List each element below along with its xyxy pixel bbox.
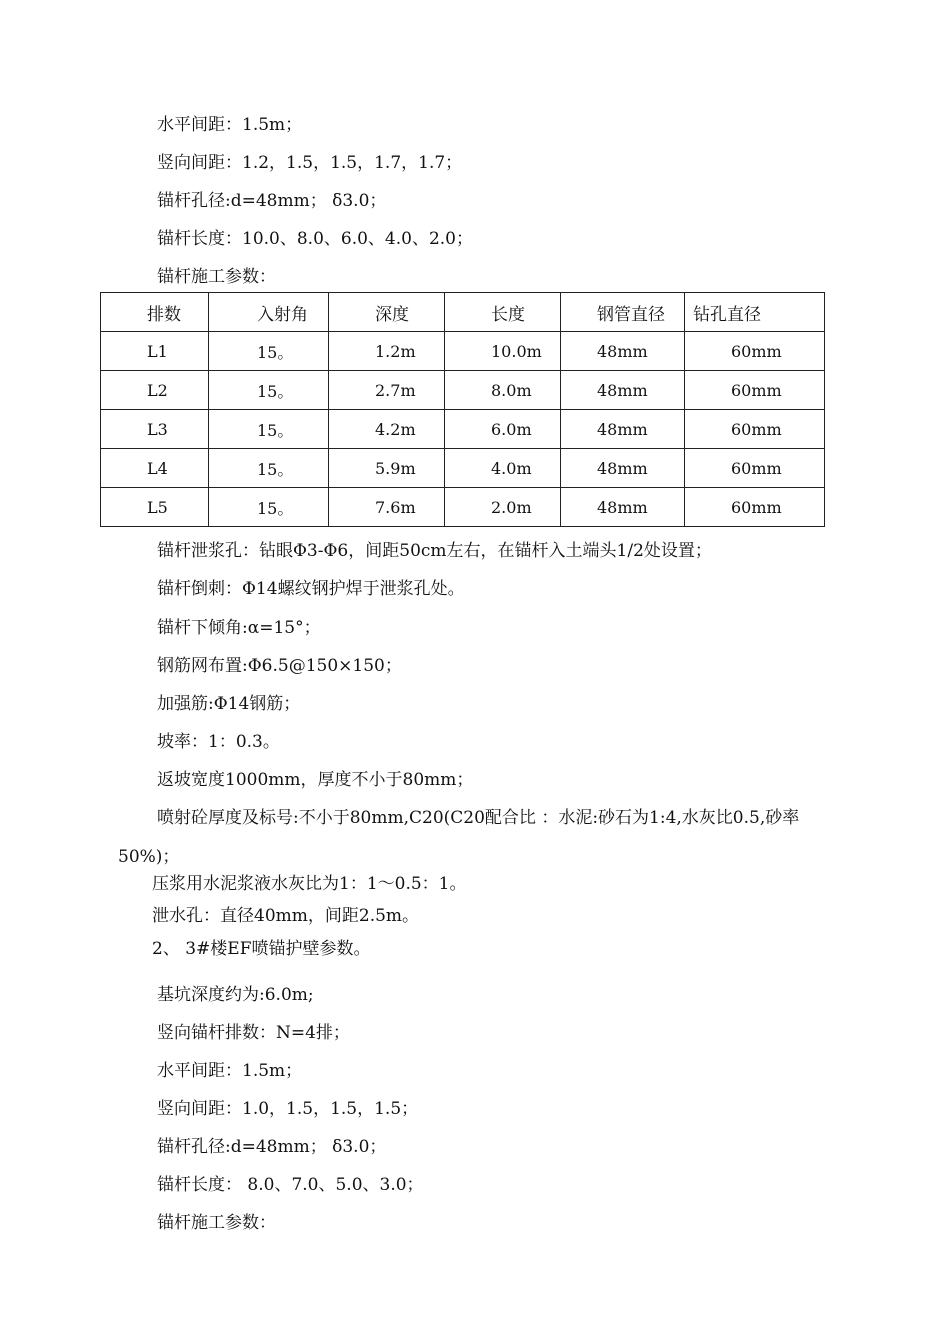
table-cell: 1.2m xyxy=(329,332,445,371)
text-grout-ratio: 压浆用水泥浆液水灰比为1：1～0.5：1。 xyxy=(152,874,467,894)
table-cell: 48mm xyxy=(561,371,685,410)
text-anchor-hole-diameter: 锚杆孔径:d=48mm； δ3.0； xyxy=(157,1137,387,1157)
table-cell: 6.0m xyxy=(445,410,561,449)
text-mesh-layout: 钢筋网布置:Φ6.5@150×150； xyxy=(157,656,402,676)
text-anchor-barb: 锚杆倒刺：Φ14螺纹钢护焊于泄浆孔处。 xyxy=(157,579,465,599)
table-cell: 2.7m xyxy=(329,371,445,410)
table-cell: 15。 xyxy=(209,410,329,449)
table-header-cell: 钻孔直径 xyxy=(685,293,825,332)
table-cell: 15。 xyxy=(209,449,329,488)
text-vertical-spacing: 竖向间距：1.0，1.5，1.5，1.5； xyxy=(157,1099,419,1119)
table-cell: 48mm xyxy=(561,332,685,371)
table-cell: 2.0m xyxy=(445,488,561,527)
table-cell: 60mm xyxy=(685,410,825,449)
text-return-slope: 返坡宽度1000mm，厚度不小于80mm； xyxy=(157,770,474,790)
text-drain-hole: 泄水孔：直径40mm，间距2.5m。 xyxy=(152,906,420,926)
table-cell: L3 xyxy=(101,410,209,449)
text-anchor-inclination: 锚杆下倾角:α=15°； xyxy=(157,618,321,638)
text-anchor-hole-diameter: 锚杆孔径:d=48mm； δ3.0； xyxy=(157,191,387,211)
table-cell: L1 xyxy=(101,332,209,371)
text-anchor-rows: 竖向锚杆排数：N=4排； xyxy=(157,1023,350,1043)
text-anchor-length: 锚杆长度：10.0、8.0、6.0、4.0、2.0； xyxy=(157,229,473,249)
table-cell: 4.2m xyxy=(329,410,445,449)
table-cell: 5.9m xyxy=(329,449,445,488)
table-cell: 60mm xyxy=(685,449,825,488)
table-cell: 60mm xyxy=(685,371,825,410)
table-cell: L4 xyxy=(101,449,209,488)
text-shotcrete-spec-cont: 50%)； xyxy=(118,847,180,867)
table-cell: 48mm xyxy=(561,449,685,488)
table-header-cell: 长度 xyxy=(445,293,561,332)
table-header-cell: 深度 xyxy=(329,293,445,332)
text-anchor-construction-params: 锚杆施工参数： xyxy=(157,1213,276,1233)
text-shotcrete-spec: 喷射砼厚度及标号:不小于80mm,C20(C20配合比 ：水泥:砂石为1:4,水灰比0.5,砂率 xyxy=(157,808,800,828)
table-header-cell: 排数 xyxy=(101,293,209,332)
text-reinforcing-bar: 加强筋:Φ14钢筋； xyxy=(157,694,301,714)
text-anchor-length: 锚杆长度： 8.0、7.0、5.0、3.0； xyxy=(157,1175,424,1195)
table-cell: 15。 xyxy=(209,332,329,371)
table-cell: 48mm xyxy=(561,488,685,527)
table-cell: 60mm xyxy=(685,488,825,527)
table-cell: L5 xyxy=(101,488,209,527)
text-anchor-construction-params: 锚杆施工参数： xyxy=(157,267,276,287)
text-slope-ratio: 坡率：1：0.3。 xyxy=(157,732,280,752)
table-cell: 8.0m xyxy=(445,371,561,410)
text-pit-depth: 基坑深度约为:6.0m; xyxy=(157,985,314,1005)
table-row xyxy=(101,332,825,371)
table-header-row xyxy=(101,293,825,332)
table-row xyxy=(101,371,825,410)
table-cell: L2 xyxy=(101,371,209,410)
text-grout-vent-hole: 锚杆泄浆孔：钻眼Φ3-Φ6，间距50cm左右，在锚杆入土端头1/2处设置； xyxy=(157,541,712,561)
table-cell: 15。 xyxy=(209,488,329,527)
table-cell: 15。 xyxy=(209,371,329,410)
table-cell: 10.0m xyxy=(445,332,561,371)
table-cell: 60mm xyxy=(685,332,825,371)
text-horizontal-spacing: 水平间距：1.5m； xyxy=(157,1061,303,1081)
text-vertical-spacing: 竖向间距：1.2，1.5，1.5，1.7，1.7； xyxy=(157,153,463,173)
anchor-params-table xyxy=(100,292,825,527)
table-row xyxy=(101,449,825,488)
table-cell: 7.6m xyxy=(329,488,445,527)
table-cell: 4.0m xyxy=(445,449,561,488)
table-row xyxy=(101,488,825,527)
table-header-cell: 钢管直径 xyxy=(561,293,685,332)
section-heading: 2、 3#楼EF喷锚护壁参数。 xyxy=(152,939,371,959)
table-cell: 48mm xyxy=(561,410,685,449)
table-header-cell: 入射角 xyxy=(209,293,329,332)
table-row xyxy=(101,410,825,449)
text-horizontal-spacing: 水平间距：1.5m； xyxy=(157,115,303,135)
